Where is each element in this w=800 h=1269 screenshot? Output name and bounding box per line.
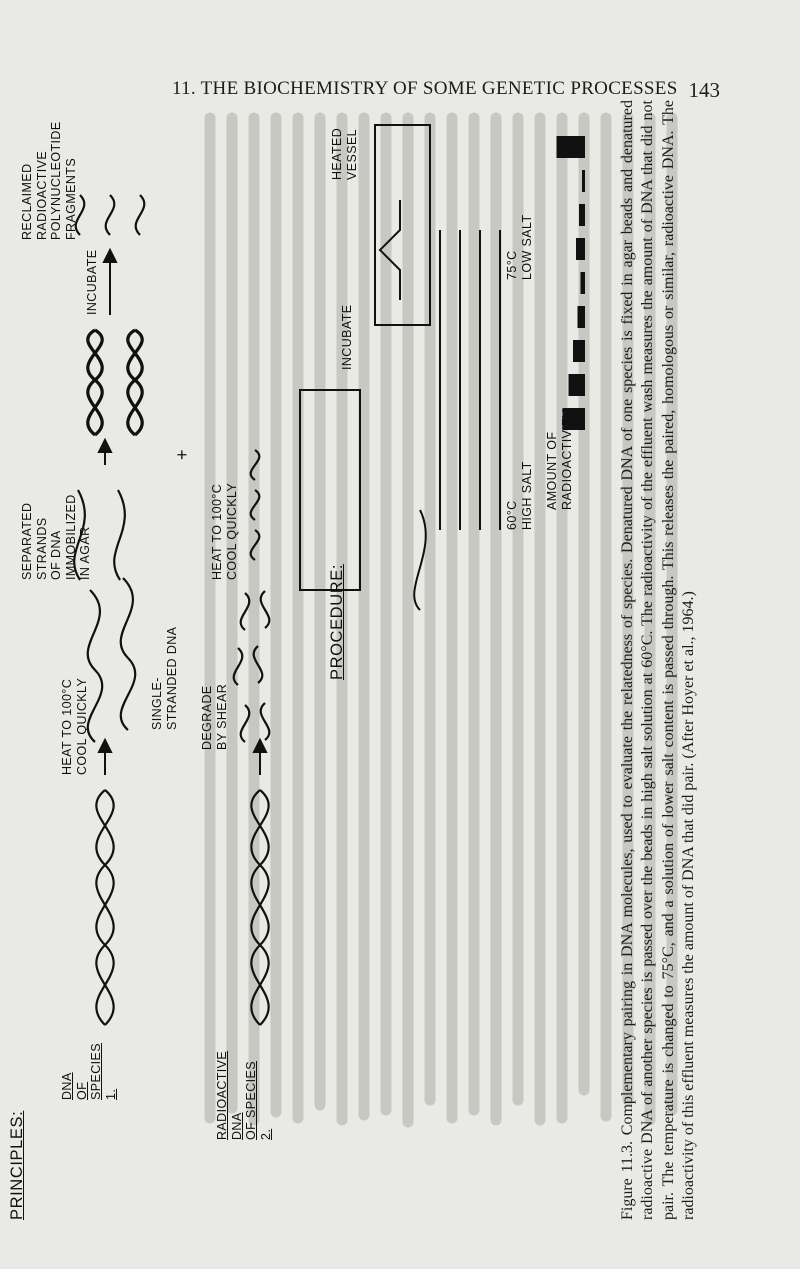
temp-75-label: 75°C LOW SALT bbox=[505, 214, 534, 280]
plus-sign: + bbox=[172, 449, 192, 460]
procedure-heading: PROCEDURE: bbox=[328, 563, 346, 680]
rotated-figure-page bbox=[0, 70, 800, 1230]
radioactivity-bar bbox=[569, 374, 586, 396]
radioactivity-bar bbox=[579, 204, 585, 226]
heated-vessel-label: HEATED VESSEL bbox=[330, 127, 359, 180]
radioactivity-bar bbox=[581, 272, 586, 294]
amount-radioactivity-label: AMOUNT OF RADIOACTIVITY bbox=[545, 408, 574, 510]
page-number: 143 bbox=[688, 78, 720, 102]
principles-heading: PRINCIPLES: bbox=[8, 1110, 26, 1220]
heat-step-2-label: HEAT TO 100°C COOL QUICKLY bbox=[210, 482, 239, 580]
caption-text: Figure 11.3. Complementary pairing in DNA molecules, used to evaluate the relatedness of species. Denatured DNA of one species is fixed in agar beads and denatured radioactive DNA of another species is passed over the beads in high salt solution at 60°C. The radioactivity of the effluent wash measures the amount of DNA that did not pair. The temperature is changed to 75°C, and a solution of lower salt content is passed through. This releases the paired, homologous or similar, radioactive DNA. The radioactivity of this effluent measures the amount of DNA that did pair. (After Hoyer et al., 1964.) bbox=[619, 100, 698, 1220]
incubate-label: INCUBATE bbox=[85, 249, 99, 315]
single-stranded-label: SINGLE- STRANDED DNA bbox=[150, 626, 179, 730]
running-head-title: 11. THE BIOCHEMISTRY OF SOME GENETIC PROCESSES bbox=[172, 78, 678, 99]
radioactivity-bar bbox=[573, 340, 585, 362]
incubate-2-label: INCUBATE bbox=[340, 304, 354, 370]
separated-strands-label: SEPARATED STRANDS OF DNA IMMOBILIZED IN AGAR bbox=[20, 494, 92, 580]
radioactivity-bar bbox=[557, 136, 586, 158]
radioactivity-bar bbox=[578, 306, 586, 328]
reclaimed-fragments-label: RECLAIMED RADIOACTIVE POLYNUCLEOTIDE FRAGMENTS bbox=[20, 121, 78, 240]
figure-caption bbox=[618, 100, 700, 1220]
dna-species-1-label: DNA OF SPECIES 1. bbox=[60, 1043, 118, 1100]
radioactivity-bar bbox=[582, 170, 585, 192]
radioactivity-bar bbox=[576, 238, 585, 260]
degrade-step-label: DEGRADE BY SHEAR bbox=[200, 683, 229, 750]
dna-species-2-label: RADIOACTIVE DNA OF SPECIES 2. bbox=[215, 1050, 273, 1140]
temp-60-label: 60°C HIGH SALT bbox=[505, 461, 534, 530]
heat-step-label: HEAT TO 100°C COOL QUICKLY bbox=[60, 677, 89, 775]
